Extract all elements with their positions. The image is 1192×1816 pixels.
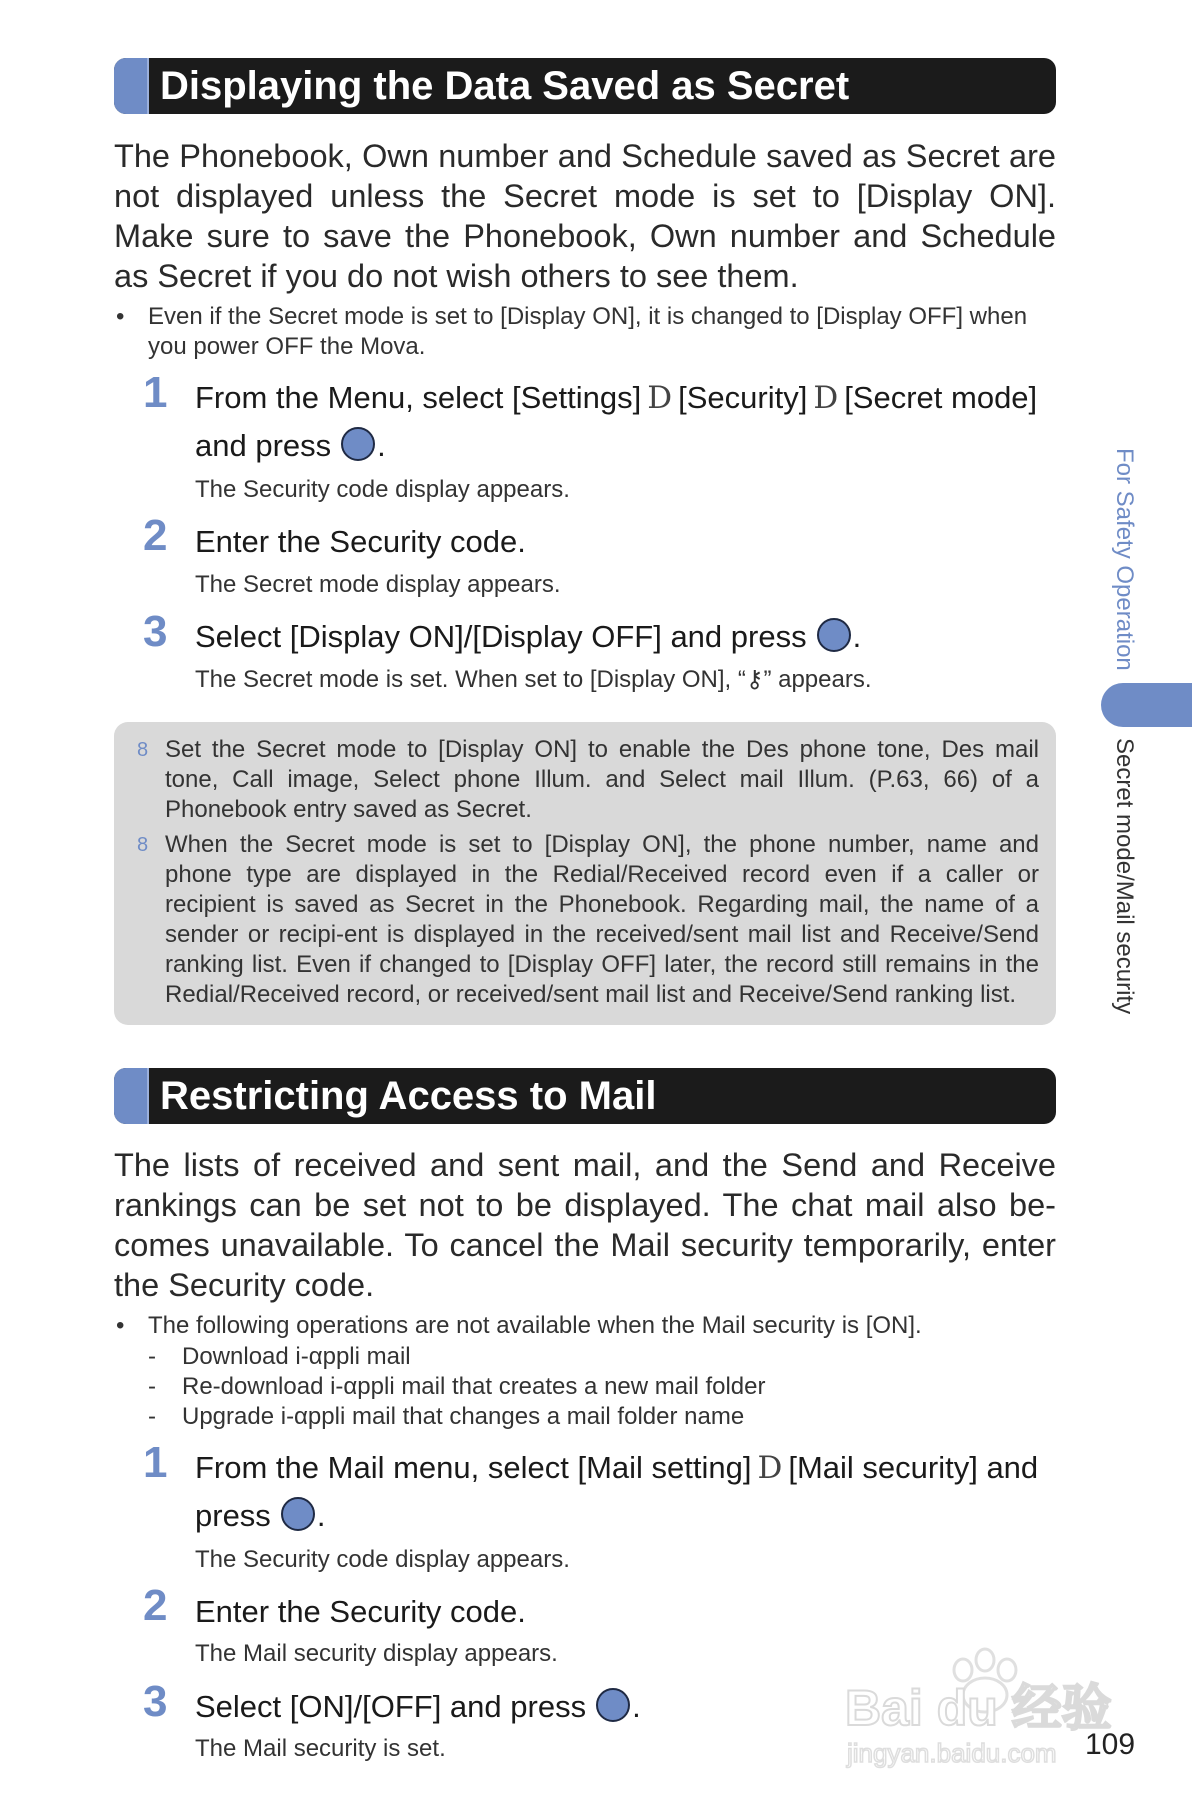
arrow-icon: D bbox=[757, 1450, 783, 1486]
step-text-part: From the Mail menu, select [Mail setting] bbox=[195, 1450, 752, 1485]
arrow-icon: D bbox=[813, 380, 839, 416]
step-text-part: [Mail security] and press bbox=[195, 1450, 1039, 1533]
sub-list-text: Re-download i-αppli mail that creates a new mail folder bbox=[182, 1373, 766, 1400]
dash-mark: - bbox=[148, 1343, 156, 1370]
note-text: When the Secret mode is set to [Display ON], the phone number, name and phone type are displayed in the Redial/Received record even if a caller or recipient is saved as Secret in the Phonebook. Regarding mail, the name of a sender or recipi-ent is displayed in the received/sent mail list and Receive/Send ranking list. Even if changed to [Display OFF] later, the record still remains in the Redial/Received record, or received/sent mail list and Receive/Send ranking list. bbox=[165, 831, 1039, 1008]
step-result: The Security code display appears. bbox=[195, 476, 570, 503]
step-result: The Security code display appears. bbox=[195, 1546, 570, 1573]
step-number: 1 bbox=[143, 368, 168, 417]
side-index-tab bbox=[1101, 683, 1192, 727]
step-instruction: Enter the Security code. bbox=[195, 1594, 526, 1629]
step-period: . bbox=[377, 428, 386, 463]
section-title: Displaying the Data Saved as Secret bbox=[160, 64, 850, 108]
bullet-dot: • bbox=[116, 303, 125, 330]
header-accent-tab bbox=[114, 1068, 148, 1124]
header-accent-line bbox=[147, 58, 149, 114]
sub-list-item bbox=[148, 1402, 745, 1432]
center-button-icon bbox=[341, 427, 375, 461]
section-title: Restricting Access to Mail bbox=[160, 1074, 657, 1118]
sub-list-item bbox=[148, 1342, 411, 1372]
baidu-watermark bbox=[845, 1640, 1120, 1770]
step-number: 2 bbox=[143, 511, 168, 560]
step-number: 1 bbox=[143, 1438, 168, 1487]
step-number: 3 bbox=[143, 607, 168, 656]
step-number: 2 bbox=[143, 1581, 168, 1630]
dash-mark: - bbox=[148, 1373, 156, 1400]
step-period: . bbox=[632, 1689, 641, 1724]
center-button-icon bbox=[281, 1497, 315, 1531]
step-result: The Mail security is set. bbox=[195, 1735, 446, 1762]
center-button-icon bbox=[596, 1688, 630, 1722]
step-instruction bbox=[195, 374, 1057, 470]
arrow-icon: D bbox=[647, 380, 673, 416]
section-header-secret bbox=[114, 58, 1056, 114]
section-intro: The Phonebook, Own number and Schedule saved as Secret are not displayed unless the Secret mode is set to [Display ON]. Make sure to save the Phonebook, Own number and Schedule as Secret if you do not wish others to see them. bbox=[114, 138, 1056, 294]
sub-list-text: Download i-αppli mail bbox=[182, 1343, 411, 1370]
step-text-part: [Security] bbox=[678, 380, 808, 415]
section-intro: The lists of received and sent mail, and the Send and Receive rankings can be set not to be displayed. The chat mail also be-comes unavailable. To cancel the Mail security temporarily, enter the Security code. bbox=[114, 1147, 1056, 1303]
step-text-part: Select [ON]/[OFF] and press bbox=[195, 1689, 587, 1724]
header-accent-tab bbox=[114, 58, 148, 114]
dash-mark: - bbox=[148, 1403, 156, 1430]
bullet-dot: • bbox=[116, 1312, 125, 1339]
section-header-mail bbox=[114, 1068, 1056, 1124]
step-instruction: Enter the Security code. bbox=[195, 524, 526, 559]
bullet-note bbox=[116, 302, 1056, 362]
note-text: Set the Secret mode to [Display ON] to enable the Des phone tone, Des mail tone, Call image, Select phone Illum. and Select mail Illum. (P.63, 66) of a Phonebook entry saved as Secret. bbox=[165, 736, 1039, 823]
note-mark-icon: 8 bbox=[137, 834, 149, 856]
bullet-note bbox=[116, 1311, 1056, 1341]
step-instruction bbox=[195, 1444, 1057, 1540]
step-period: . bbox=[316, 1498, 326, 1533]
bullet-text: Even if the Secret mode is set to [Display ON], it is changed to [Display OFF] when you power OFF the Mova. bbox=[148, 303, 1028, 360]
note-item bbox=[137, 830, 1039, 1010]
step-instruction bbox=[195, 613, 1057, 661]
center-button-icon bbox=[817, 618, 851, 652]
note-mark-icon: 8 bbox=[137, 739, 149, 761]
step-number: 3 bbox=[143, 1677, 168, 1726]
page-number: 109 bbox=[1085, 1728, 1136, 1761]
step-text-part: From the Menu, select [Settings] bbox=[195, 380, 642, 415]
side-index-category: For Safety Operation bbox=[1111, 448, 1138, 671]
step-text-part: Select [Display ON]/[Display OFF] and press bbox=[195, 619, 807, 654]
side-index-topic: Secret mode/Mail security bbox=[1111, 738, 1138, 1015]
step-result: The Secret mode display appears. bbox=[195, 571, 561, 598]
step-period: . bbox=[852, 619, 862, 654]
header-accent-line bbox=[147, 1068, 149, 1124]
watermark-url: jingyan.baidu.com bbox=[847, 1738, 1057, 1768]
bullet-text: The following operations are not available when the Mail security is [ON]. bbox=[148, 1312, 922, 1339]
step-result: The Secret mode is set. When set to [Display ON], “⚷” appears. bbox=[195, 666, 872, 693]
watermark-brand: Bai du 经验 bbox=[845, 1680, 1112, 1736]
note-item bbox=[137, 735, 1039, 825]
step-text-part: [Secret mode] and press bbox=[195, 380, 1038, 463]
sub-list-item bbox=[148, 1372, 766, 1402]
step-result: The Mail security display appears. bbox=[195, 1640, 558, 1667]
sub-list-text: Upgrade i-αppli mail that changes a mail folder name bbox=[182, 1403, 745, 1430]
